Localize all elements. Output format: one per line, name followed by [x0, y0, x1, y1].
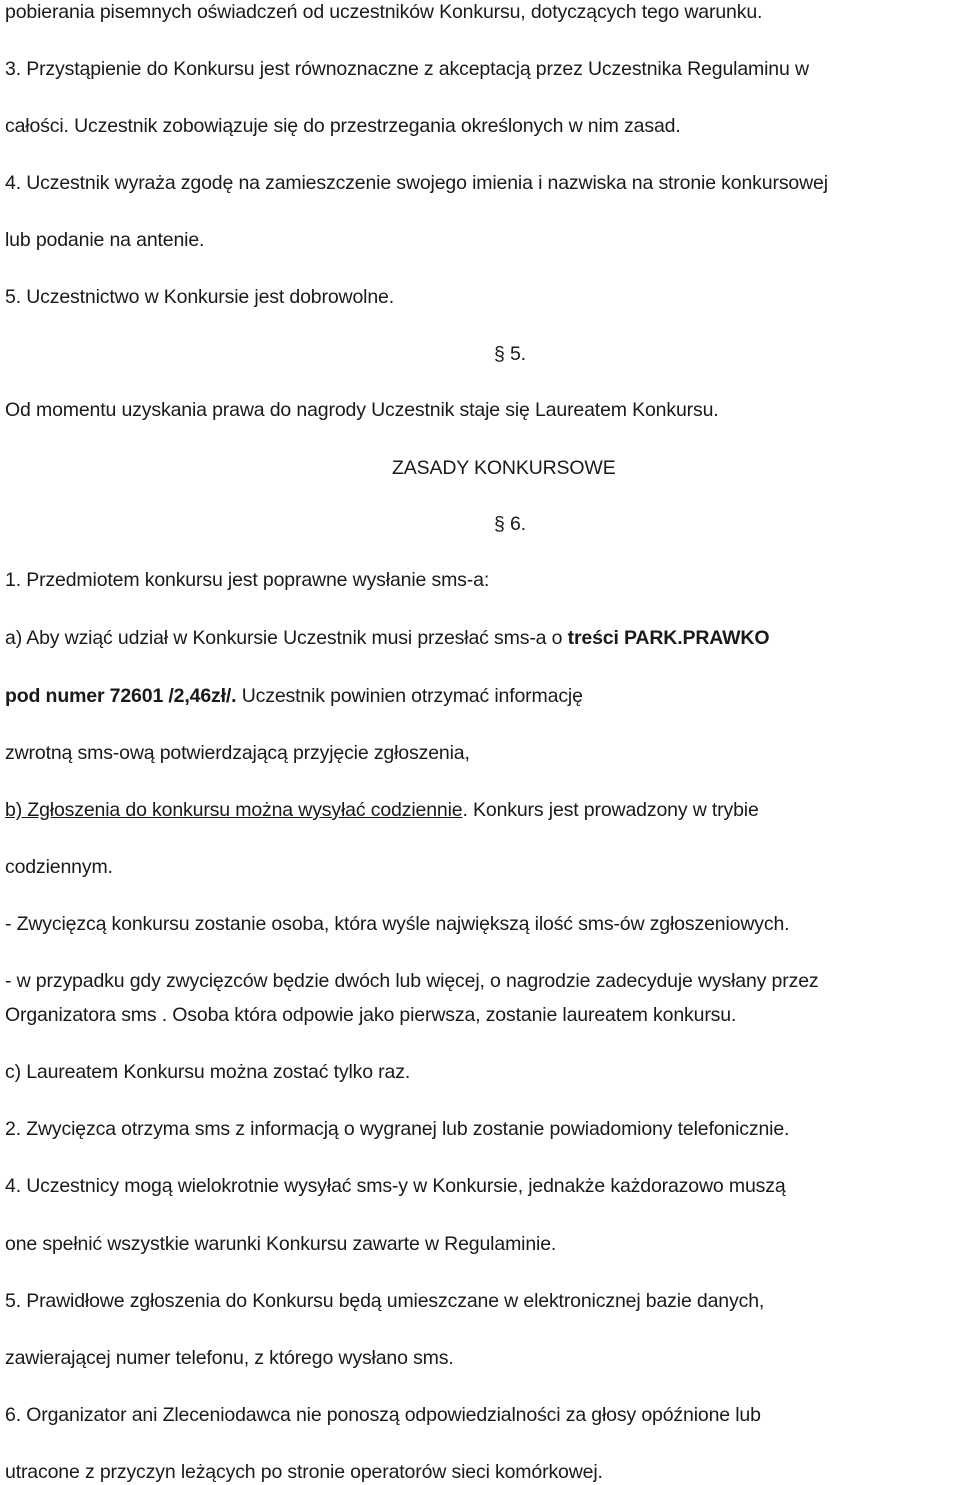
text-line: one spełnić wszystkie warunki Konkursu zawarte w Regulaminie.	[5, 1233, 557, 1255]
text-line: utracone z przyczyn leżących po stronie operatorów sieci komórkowej.	[5, 1461, 603, 1483]
text-span: a) Aby wziąć udział w Konkursie Uczestnik musi przesłać sms-a o	[5, 627, 568, 649]
text-line: 1. Przedmiotem konkursu jest poprawne wysłanie sms-a:	[5, 569, 490, 591]
sms-content-bold: treści PARK.PRAWKO	[567, 627, 770, 649]
text-span: . Konkurs jest prowadzony w trybie	[462, 799, 759, 821]
text-line: 2. Zwycięzca otrzyma sms z informacją o wygranej lub zostanie powiadomiony telefonicznie.	[5, 1118, 790, 1140]
section-number: § 6.	[494, 513, 526, 535]
text-line: 4. Uczestnik wyraża zgodę na zamieszczenie swojego imienia i nazwiska na stronie konkursowej	[5, 172, 828, 194]
text-line: Organizatora sms . Osoba która odpowie jako pierwsza, zostanie laureatem konkursu.	[5, 1004, 737, 1026]
text-line	[5, 684, 583, 708]
text-line	[5, 626, 769, 650]
text-line: całości. Uczestnik zobowiązuje się do przestrzegania określonych w nim zasad.	[5, 115, 681, 137]
text-line: pobierania pisemnych oświadczeń od uczestników Konkursu, dotyczących tego warunku.	[5, 1, 763, 23]
text-line: lub podanie na antenie.	[5, 229, 205, 251]
text-line: - w przypadku gdy zwycięzców będzie dwóch lub więcej, o nagrodzie zadecyduje wysłany przez	[5, 970, 819, 992]
text-span: Uczestnik powinien otrzymać informację	[236, 685, 583, 707]
text-line: 4. Uczestnicy mogą wielokrotnie wysyłać sms-y w Konkursie, jednakże każdorazowo muszą	[5, 1175, 786, 1197]
text-line: 5. Prawidłowe zgłoszenia do Konkursu będą umieszczane w elektronicznej bazie danych,	[5, 1290, 765, 1312]
text-line	[5, 798, 759, 822]
text-line: c) Laureatem Konkursu można zostać tylko raz.	[5, 1061, 411, 1083]
text-line: 5. Uczestnictwo w Konkursie jest dobrowolne.	[5, 286, 394, 308]
text-line: zawierającej numer telefonu, z którego wysłano sms.	[5, 1347, 454, 1369]
text-line: - Zwycięzcą konkursu zostanie osoba, która wyśle największą ilość sms-ów zgłoszeniowych.	[5, 913, 790, 935]
text-line: 3. Przystąpienie do Konkursu jest równoznaczne z akceptacją przez Uczestnika Regulaminu w	[5, 58, 809, 80]
underlined-text: b) Zgłoszenia do konkursu można wysyłać codziennie	[5, 799, 463, 821]
text-line: zwrotną sms-ową potwierdzającą przyjęcie zgłoszenia,	[5, 742, 470, 764]
text-line: codziennym.	[5, 856, 113, 878]
sms-number-bold: pod numer 72601 /2,46zł/.	[5, 685, 237, 707]
text-line: 6. Organizator ani Zleceniodawca nie ponoszą odpowiedzialności za głosy opóźnione lub	[5, 1404, 761, 1426]
text-line: Od momentu uzyskania prawa do nagrody Uczestnik staje się Laureatem Konkursu.	[5, 399, 719, 421]
section-heading: ZASADY KONKURSOWE	[392, 457, 616, 479]
section-number: § 5.	[494, 343, 526, 365]
